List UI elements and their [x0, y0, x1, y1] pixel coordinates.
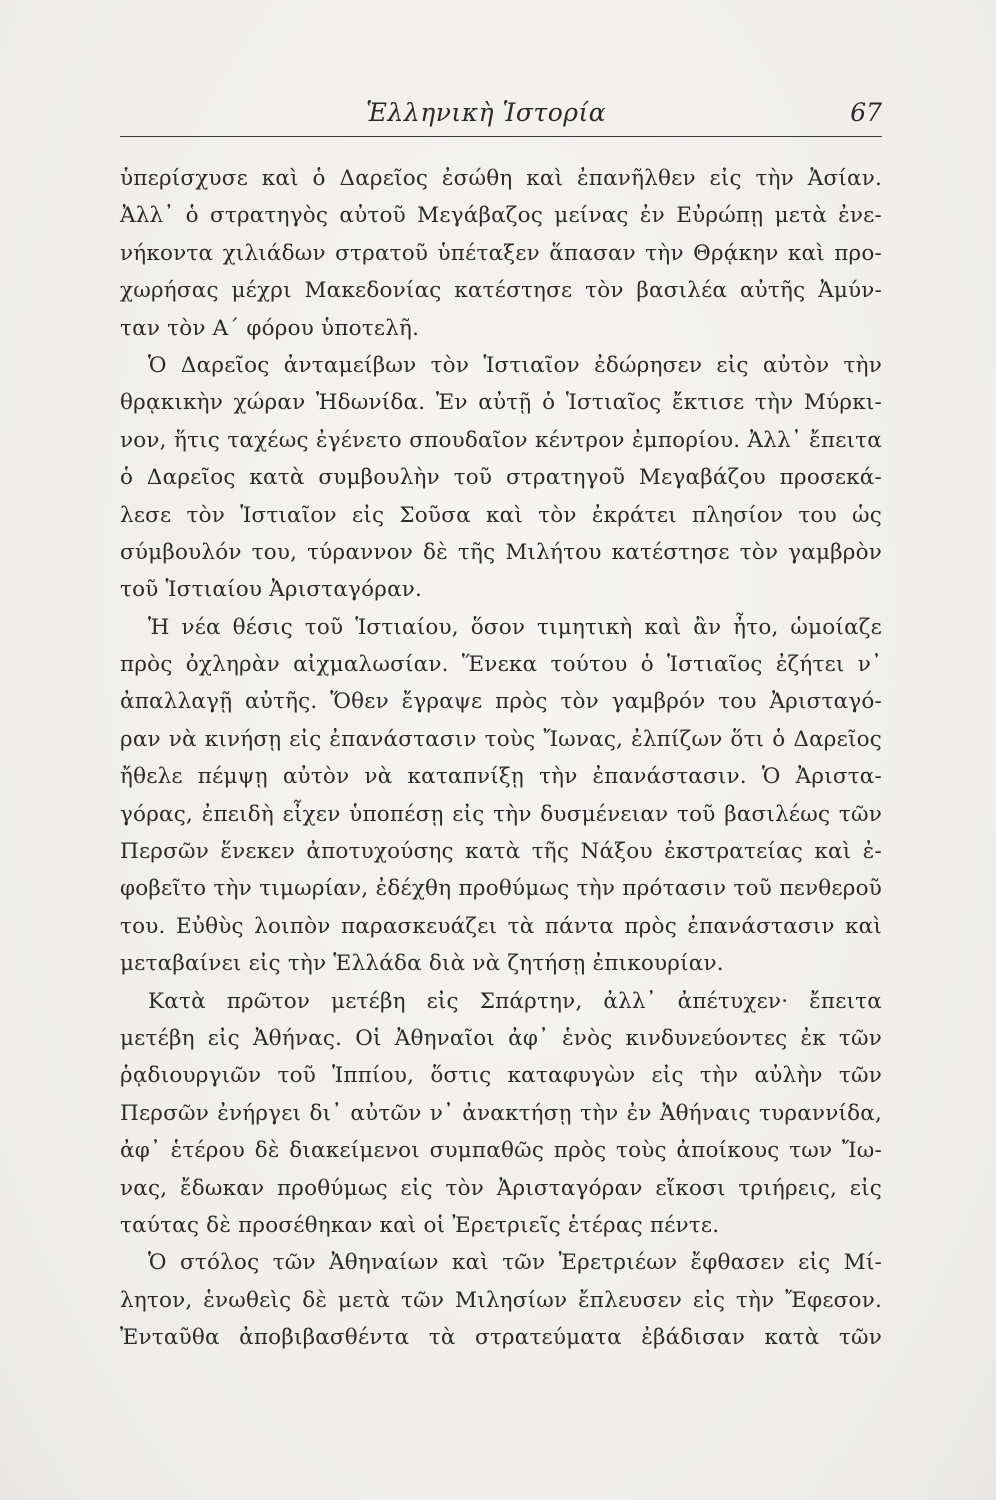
- text-line: Ὁ Δαρεῖος ἀνταμείβων τὸν Ἱστιαῖον ἐδώρησεν εἰς αὐτὸν τὴν: [148, 352, 882, 378]
- text-line: ἤθελε πέμψῃ αὐτὸν νὰ καταπνίξῃ τὴν ἐπανάστασιν. Ὁ Ἀριστα-: [120, 764, 882, 790]
- text-line: ῥᾳδιουργιῶν τοῦ Ἱππίου, ὅστις καταφυγὼν εἰς τὴν αὐλὴν τῶν: [120, 1063, 882, 1089]
- text-line: νήκοντα χιλιάδων στρατοῦ ὑπέταξεν ἅπασαν τὴν Θρᾴκην καὶ προ-: [120, 240, 882, 266]
- text-line: Περσῶν ἕνεκεν ἀποτυχούσης κατὰ τῆς Νάξου ἐκστρατείας καὶ ἐ-: [120, 839, 882, 865]
- text-line: Ἡ νέα θέσις τοῦ Ἱστιαίου, ὅσον τιμητικὴ καὶ ἂν ἦτο, ὡμοίαζε: [148, 614, 882, 640]
- text-line: ραν νὰ κινήσῃ εἰς ἐπανάστασιν τοὺς Ἴωνας, ἐλπίζων ὅτι ὁ Δαρεῖος: [120, 726, 882, 752]
- text-line: μετέβη εἰς Ἀθήνας. Οἱ Ἀθηναῖοι ἀφ᾽ ἑνὸς κινδυνεύοντες ἐκ τῶν: [120, 1025, 882, 1051]
- text-line: Ὁ στόλος τῶν Ἀθηναίων καὶ τῶν Ἐρετριέων ἔφθασεν εἰς Μί-: [148, 1250, 882, 1276]
- page-header: [120, 96, 882, 137]
- text-line: Ἀλλ᾽ ὁ στρατηγὸς αὐτοῦ Μεγάβαζος μείνας ἐν Εὐρώπῃ μετὰ ἐνε-: [120, 203, 882, 229]
- text-line: του. Εὐθὺς λοιπὸν παρασκευάζει τὰ πάντα πρὸς ἐπανάστασιν καὶ: [120, 913, 882, 939]
- text-line: ὁ Δαρεῖος κατὰ συμβουλὴν τοῦ στρατηγοῦ Μεγαβάζου προσεκά-: [120, 465, 882, 491]
- text-line: θρᾳκικὴν χώραν Ἠδωνίδα. Ἐν αὐτῇ ὁ Ἱστιαῖος ἔκτισε τὴν Μύρκι-: [120, 390, 882, 416]
- text-line: τοῦ Ἱστιαίου Ἀρισταγόραν.: [120, 577, 423, 603]
- text-line: σύμβουλόν του, τύραννον δὲ τῆς Μιλήτου κατέστησε τὸν γαμβρὸν: [120, 539, 882, 565]
- text-line: ἀφ᾽ ἑτέρου δὲ διακείμενοι συμπαθῶς πρὸς τοὺς ἀποίκους των Ἴω-: [120, 1138, 882, 1164]
- running-title: Ἑλληνικὴ Ἱστορία: [366, 98, 607, 127]
- text-line: γόρας, ἐπειδὴ εἶχεν ὑποπέσῃ εἰς τὴν δυσμένειαν τοῦ βασιλέως τῶν: [120, 801, 882, 827]
- text-line: Περσῶν ἐνήργει δι᾽ αὐτῶν ν᾽ ἀνακτήσῃ τὴν ἐν Ἀθήναις τυραννίδα,: [120, 1100, 882, 1126]
- text-line: ὑπερίσχυσε καὶ ὁ Δαρεῖος ἐσώθη καὶ ἐπανῆλθεν εἰς τὴν Ἀσίαν.: [120, 166, 882, 191]
- text-line: νας, ἔδωκαν προθύμως εἰς τὸν Ἀρισταγόραν εἴκοσι τριήρεις, εἰς: [120, 1175, 882, 1201]
- text-line: μεταβαίνει εἰς τὴν Ἑλλάδα διὰ νὰ ζητήσῃ ἐπικουρίαν.: [120, 951, 724, 977]
- text-line: Ἐνταῦθα ἀποβιβασθέντα τὰ στρατεύματα ἐβάδισαν κατὰ τῶν: [120, 1325, 882, 1351]
- page-number: 67: [850, 98, 882, 127]
- body-text: [120, 160, 882, 1357]
- text-line: χωρήσας μέχρι Μακεδονίας κατέστησε τὸν βασιλέα αὐτῆς Ἀμύν-: [120, 278, 882, 304]
- text-line: ταύτας δὲ προσέθηκαν καὶ οἱ Ἐρετριεῖς ἑτέρας πέντε.: [120, 1212, 720, 1238]
- text-line: φοβεῖτο τὴν τιμωρίαν, ἐδέχθη προθύμως τὴν πρότασιν τοῦ πενθεροῦ: [120, 876, 882, 902]
- text-line: ταν τὸν Α´ φόρου ὑποτελῆ.: [120, 315, 420, 341]
- text-line: ἀπαλλαγῇ αὐτῆς. Ὅθεν ἔγραψε πρὸς τὸν γαμβρόν του Ἀρισταγό-: [120, 689, 882, 715]
- text-line: λητον, ἑνωθεὶς δὲ μετὰ τῶν Μιλησίων ἔπλευσεν εἰς τὴν Ἔφεσον.: [120, 1287, 882, 1313]
- text-line: Κατὰ πρῶτον μετέβη εἰς Σπάρτην, ἀλλ᾽ ἀπέτυχεν· ἔπειτα: [148, 988, 882, 1014]
- text-line: πρὸς ὀχληρὰν αἰχμαλωσίαν. Ἕνεκα τούτου ὁ Ἱστιαῖος ἐζήτει ν᾽: [120, 652, 882, 678]
- text-line: νον, ἥτις ταχέως ἐγένετο σπουδαῖον κέντρον ἐμπορίου. Ἀλλ᾽ ἔπειτα: [120, 427, 882, 453]
- text-line: λεσε τὸν Ἱστιαῖον εἰς Σοῦσα καὶ τὸν ἐκράτει πλησίον του ὡς: [120, 502, 882, 528]
